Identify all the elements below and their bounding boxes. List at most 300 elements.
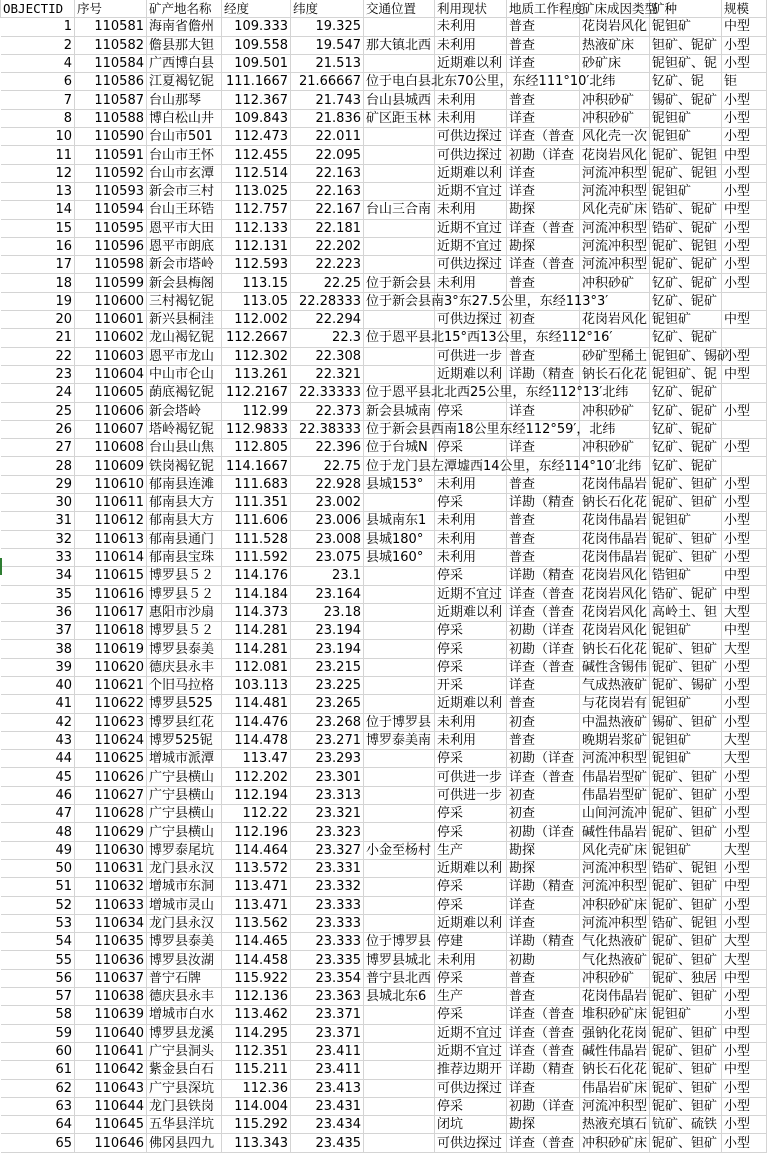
table-cell[interactable]: 112.351 [222,1042,291,1060]
table-cell[interactable]: 近期不宜过 [435,219,507,237]
table-cell[interactable]: 冲积砂矿 [580,402,650,420]
table-cell[interactable]: 35 [1,585,75,603]
table-cell[interactable]: 新会市塔岭 [147,256,222,274]
table-cell[interactable]: 110584 [75,54,147,72]
table-cell[interactable]: 38 [1,640,75,658]
table-cell[interactable]: 位于博罗县 [364,933,435,951]
table-cell[interactable]: 112.22 [222,805,291,823]
table-cell[interactable]: 详查 [507,402,580,420]
table-cell[interactable]: 中型 [722,969,767,987]
table-cell[interactable]: 初查 [507,713,580,731]
table-cell[interactable]: 闭坑 [435,1116,507,1134]
table-cell[interactable]: 111.606 [222,512,291,530]
table-cell[interactable]: 博罗县525 [147,695,222,713]
table-cell[interactable]: 普查 [507,36,580,54]
table-cell[interactable]: 113.562 [222,914,291,932]
table-cell[interactable]: 112.367 [222,91,291,109]
table-cell[interactable]: 近期难以利 [435,603,507,621]
table-cell[interactable]: 23.332 [291,878,364,896]
table-cell[interactable]: 详查（普查 [507,768,580,786]
table-cell[interactable]: 小型 [722,805,767,823]
table-cell[interactable] [364,914,435,932]
column-header[interactable]: 经度 [222,0,291,18]
table-cell[interactable]: 初勘（详查 [507,146,580,164]
table-cell[interactable]: 23.194 [291,640,364,658]
table-cell[interactable]: 个旧马拉格 [147,676,222,694]
table-cell[interactable]: 河流冲积型 [580,859,650,877]
table-cell[interactable]: 普查 [507,530,580,548]
table-cell[interactable]: 近期不宜过 [435,585,507,603]
table-cell[interactable]: 初勘（详查 [507,750,580,768]
table-cell[interactable]: 铌矿、钽矿 [650,1024,722,1042]
table-cell[interactable]: 16 [1,237,75,255]
table-cell[interactable]: 小型 [722,676,767,694]
table-cell[interactable]: 22.33333 [291,384,364,402]
table-cell[interactable]: 小型 [722,237,767,255]
table-cell[interactable]: 110592 [75,164,147,182]
table-cell[interactable]: 广宁县洞头 [147,1042,222,1060]
table-cell[interactable]: 郁南县通门 [147,530,222,548]
table-cell[interactable]: 112.757 [222,201,291,219]
table-cell[interactable]: 铌矿、钽矿 [650,988,722,1006]
table-cell[interactable]: 110610 [75,475,147,493]
table-cell[interactable]: 县城180° [364,530,435,548]
table-cell[interactable]: 位于恩平县北北西25公里，东经112°13′北纬 [364,384,435,402]
column-header[interactable]: 矿床成因类型 [580,0,650,18]
table-cell[interactable]: 台山王环锆 [147,201,222,219]
table-cell[interactable]: 未利用 [435,731,507,749]
table-cell[interactable]: 小型 [722,128,767,146]
table-cell[interactable]: 34 [1,567,75,585]
table-cell[interactable] [722,457,767,475]
table-cell[interactable]: 21.66667 [291,73,364,91]
table-cell[interactable] [364,896,435,914]
table-cell[interactable] [364,622,435,640]
table-cell[interactable]: 河流冲积型 [580,914,650,932]
table-cell[interactable]: 小型 [722,914,767,932]
table-cell[interactable]: 钇矿、铌矿 [650,457,722,475]
table-cell[interactable]: 小型 [722,1042,767,1060]
table-cell[interactable] [364,128,435,146]
table-cell[interactable]: 博罗县泰美 [147,640,222,658]
table-cell[interactable]: 110620 [75,658,147,676]
table-cell[interactable]: 110604 [75,365,147,383]
table-cell[interactable]: 小型 [722,1097,767,1115]
table-cell[interactable]: 110613 [75,530,147,548]
table-cell[interactable]: 勘探 [507,841,580,859]
table-cell[interactable]: 23.215 [291,658,364,676]
table-cell[interactable]: 博罗县城北 [364,951,435,969]
table-cell[interactable]: 热液矿床 [580,36,650,54]
table-cell[interactable]: 小型 [722,548,767,566]
table-cell[interactable]: 110588 [75,109,147,127]
table-cell[interactable]: 高岭土、钽 [650,603,722,621]
table-cell[interactable]: 可供边探过 [435,256,507,274]
table-cell[interactable]: 13 [1,182,75,200]
table-cell[interactable]: 23.164 [291,585,364,603]
table-cell[interactable]: 中型 [722,201,767,219]
table-cell[interactable]: 23.371 [291,1024,364,1042]
table-cell[interactable]: 河流冲积型 [580,256,650,274]
table-cell[interactable]: 110635 [75,933,147,951]
table-cell[interactable]: 小型 [722,988,767,1006]
table-cell[interactable]: 铌钽矿 [650,731,722,749]
table-cell[interactable]: 小型 [722,36,767,54]
table-cell[interactable]: 113.343 [222,1134,291,1152]
table-cell[interactable]: 110582 [75,36,147,54]
table-cell[interactable]: 112.2167 [222,384,291,402]
table-cell[interactable]: 可供进一步 [435,347,507,365]
table-cell[interactable]: 初查 [507,311,580,329]
table-cell[interactable]: 台山市501 [147,128,222,146]
table-cell[interactable]: 113.05 [222,292,291,310]
table-cell[interactable]: 50 [1,859,75,877]
table-cell[interactable]: 铌钽矿、铌 [650,54,722,72]
table-cell[interactable]: 小金至杨村 [364,841,435,859]
table-cell[interactable]: 矿区距玉林 [364,109,435,127]
table-cell[interactable]: 停采 [435,1097,507,1115]
table-cell[interactable]: 普宁石牌 [147,969,222,987]
table-cell[interactable]: 普宁县北西 [364,969,435,987]
table-cell[interactable]: 大型 [722,841,767,859]
table-cell[interactable]: 110595 [75,219,147,237]
table-cell[interactable]: 台山市王怀 [147,146,222,164]
table-cell[interactable]: 花岗伟晶岩 [580,988,650,1006]
table-cell[interactable]: 114.465 [222,933,291,951]
table-cell[interactable]: 110639 [75,1006,147,1024]
table-cell[interactable]: 31 [1,512,75,530]
table-cell[interactable]: 32 [1,530,75,548]
table-cell[interactable]: 增城市派潭 [147,750,222,768]
table-cell[interactable]: 砂矿床 [580,54,650,72]
table-cell[interactable]: 22.167 [291,201,364,219]
table-cell[interactable]: 小型 [722,1116,767,1134]
table-cell[interactable]: 普查 [507,548,580,566]
table-cell[interactable]: 112.9833 [222,420,291,438]
table-cell[interactable]: 7 [1,91,75,109]
table-cell[interactable]: 伟晶岩型矿 [580,768,650,786]
table-cell[interactable]: 勘探 [507,1116,580,1134]
table-cell[interactable]: 山间河流冲 [580,805,650,823]
table-cell[interactable]: 23.333 [291,914,364,932]
table-cell[interactable]: 广宁县横山 [147,823,222,841]
table-cell[interactable]: 普查 [507,475,580,493]
table-cell[interactable]: 22.294 [291,311,364,329]
table-cell[interactable]: 位于新会县西南18公里东经112°59′，北纬 [364,420,435,438]
table-cell[interactable]: 河流冲积型 [580,1097,650,1115]
table-cell[interactable]: 中温热液矿 [580,713,650,731]
table-cell[interactable]: 海南省儋州 [147,18,222,36]
table-cell[interactable]: 17 [1,256,75,274]
table-cell[interactable]: 22.163 [291,182,364,200]
table-cell[interactable]: 钜 [722,73,767,91]
table-cell[interactable]: 详查 [507,54,580,72]
table-cell[interactable]: 铌矿、钽矿 [650,1097,722,1115]
table-cell[interactable]: 花岗岩风化 [580,603,650,621]
table-cell[interactable]: 54 [1,933,75,951]
table-cell[interactable]: 惠阳市沙扇 [147,603,222,621]
table-cell[interactable]: 33 [1,548,75,566]
table-cell[interactable]: 位于新会县 [364,274,435,292]
table-cell[interactable]: 114.176 [222,567,291,585]
table-cell[interactable] [364,256,435,274]
table-cell[interactable]: 109.558 [222,36,291,54]
table-cell[interactable]: 46 [1,786,75,804]
table-cell[interactable]: 110644 [75,1097,147,1115]
table-cell[interactable]: 112.455 [222,146,291,164]
table-cell[interactable] [364,182,435,200]
table-cell[interactable]: 未利用 [435,18,507,36]
table-cell[interactable]: 小型 [722,512,767,530]
table-cell[interactable]: 河流冲积型 [580,219,650,237]
table-cell[interactable] [722,329,767,347]
table-cell[interactable]: 小型 [722,695,767,713]
table-cell[interactable]: 110646 [75,1134,147,1152]
table-cell[interactable]: 初勘（详查 [507,622,580,640]
table-cell[interactable]: 小型 [722,439,767,457]
table-cell[interactable]: 广宁县深坑 [147,1079,222,1097]
table-cell[interactable]: 未利用 [435,475,507,493]
table-cell[interactable]: 详勘（精查 [507,878,580,896]
table-cell[interactable]: 45 [1,768,75,786]
table-cell[interactable]: 52 [1,896,75,914]
table-cell[interactable]: 110642 [75,1061,147,1079]
table-cell[interactable]: 小型 [722,347,767,365]
table-cell[interactable]: 花岗伟晶岩 [580,475,650,493]
table-cell[interactable]: 60 [1,1042,75,1060]
table-cell[interactable]: 21.743 [291,91,364,109]
table-cell[interactable]: 110622 [75,695,147,713]
table-cell[interactable]: 44 [1,750,75,768]
table-cell[interactable]: 铌矿、钽矿 [650,1061,722,1079]
table-cell[interactable]: 近期难以利 [435,365,507,383]
table-cell[interactable]: 铌矿、钽矿 [650,1079,722,1097]
column-header[interactable]: 矿种 [650,0,722,18]
table-cell[interactable]: 停采 [435,622,507,640]
table-cell[interactable]: 近期难以利 [435,164,507,182]
table-cell[interactable]: 塔岭褐钇铌 [147,420,222,438]
table-cell[interactable]: 大型 [722,951,767,969]
table-cell[interactable]: 铌矿、铌钽 [650,146,722,164]
table-cell[interactable]: 花岗伟晶岩 [580,548,650,566]
table-cell[interactable]: 新会县梅阁 [147,274,222,292]
table-cell[interactable]: 63 [1,1097,75,1115]
table-cell[interactable]: 22.308 [291,347,364,365]
table-cell[interactable]: 伟晶岩型矿 [580,786,650,804]
table-cell[interactable]: 23.194 [291,622,364,640]
table-cell[interactable]: 110624 [75,731,147,749]
table-cell[interactable]: 112.99 [222,402,291,420]
table-cell[interactable]: 停采 [435,896,507,914]
table-cell[interactable]: 41 [1,695,75,713]
table-cell[interactable]: 伟晶岩矿床 [580,1079,650,1097]
table-cell[interactable]: 钇矿、铌 [650,73,722,91]
table-cell[interactable]: 铌矿、钽矿 [650,768,722,786]
table-cell[interactable]: 钽矿、铌矿 [650,36,722,54]
table-cell[interactable]: 110631 [75,859,147,877]
table-cell[interactable]: 22.396 [291,439,364,457]
table-cell[interactable]: 博罗县龙溪 [147,1024,222,1042]
table-cell[interactable]: 初查 [507,786,580,804]
table-cell[interactable] [364,823,435,841]
table-cell[interactable]: 19.325 [291,18,364,36]
table-cell[interactable]: 112.131 [222,237,291,255]
table-cell[interactable]: 115.922 [222,969,291,987]
table-cell[interactable]: 详勘（精查 [507,1061,580,1079]
table-cell[interactable]: 钇矿、铌矿 [650,439,722,457]
table-cell[interactable]: 详查 [507,676,580,694]
table-cell[interactable]: 110591 [75,146,147,164]
table-cell[interactable]: 郁南县宝珠 [147,548,222,566]
table-cell[interactable]: 停建 [435,933,507,951]
table-cell[interactable]: 停采 [435,567,507,585]
table-cell[interactable]: 40 [1,676,75,694]
table-cell[interactable]: 与花岗岩有 [580,695,650,713]
table-cell[interactable]: 22.28333 [291,292,364,310]
table-cell[interactable] [364,1006,435,1024]
table-cell[interactable]: 龙山褐钇铌 [147,329,222,347]
table-cell[interactable]: 小型 [722,219,767,237]
table-cell[interactable]: 增城市白水 [147,1006,222,1024]
table-cell[interactable] [364,1079,435,1097]
table-cell[interactable]: 114.464 [222,841,291,859]
table-cell[interactable]: 郁南县连滩 [147,475,222,493]
table-cell[interactable]: 冲积砂矿 [580,91,650,109]
table-cell[interactable]: 停采 [435,640,507,658]
table-cell[interactable]: 小型 [722,109,767,127]
table-cell[interactable]: 18 [1,274,75,292]
table-cell[interactable]: 花岗岩风化 [580,567,650,585]
table-cell[interactable]: 小型 [722,768,767,786]
table-cell[interactable]: 中型 [722,622,767,640]
table-cell[interactable]: 110601 [75,311,147,329]
table-cell[interactable]: 花岗岩风化 [580,311,650,329]
table-cell[interactable]: 铌钽矿 [650,109,722,127]
table-cell[interactable]: 110587 [75,91,147,109]
table-cell[interactable]: 普查 [507,969,580,987]
table-cell[interactable]: 23.18 [291,603,364,621]
table-cell[interactable] [364,365,435,383]
table-cell[interactable]: 铌矿、铌钽 [650,237,722,255]
table-cell[interactable]: 铌矿、钽矿 [650,951,722,969]
table-cell[interactable]: 儋县那大钽 [147,36,222,54]
table-cell[interactable]: 停采 [435,878,507,896]
table-cell[interactable]: 小型 [722,54,767,72]
table-cell[interactable]: 23.1 [291,567,364,585]
table-cell[interactable]: 恩平市朗底 [147,237,222,255]
table-cell[interactable]: 中型 [722,585,767,603]
table-cell[interactable]: 河流冲积型 [580,164,650,182]
column-header[interactable]: 利用现状 [435,0,507,18]
table-cell[interactable]: 台山县山焦 [147,439,222,457]
table-cell[interactable] [722,384,767,402]
table-cell[interactable]: 博罗525铌 [147,731,222,749]
table-cell[interactable]: 23.271 [291,731,364,749]
table-cell[interactable]: 22.202 [291,237,364,255]
table-cell[interactable] [364,237,435,255]
table-cell[interactable]: 110633 [75,896,147,914]
table-cell[interactable]: 110638 [75,988,147,1006]
table-cell[interactable]: 博罗县５２ [147,585,222,603]
table-cell[interactable]: 五华县洋坑 [147,1116,222,1134]
table-cell[interactable]: 未利用 [435,951,507,969]
table-cell[interactable]: 110632 [75,878,147,896]
table-cell[interactable]: 未利用 [435,512,507,530]
table-cell[interactable]: 停采 [435,969,507,987]
table-cell[interactable]: 铌矿、钽矿 [650,1134,722,1152]
table-cell[interactable]: 小型 [722,1079,767,1097]
table-cell[interactable]: 112.136 [222,988,291,1006]
table-cell[interactable]: 铌矿、独居 [650,969,722,987]
table-cell[interactable]: 23.327 [291,841,364,859]
table-cell[interactable]: 冲积砂矿 [580,274,650,292]
table-cell[interactable]: 铌钽矿 [650,695,722,713]
table-cell[interactable]: 114.458 [222,951,291,969]
table-cell[interactable]: 114.373 [222,603,291,621]
table-cell[interactable]: 冲积砂矿床 [580,896,650,914]
table-cell[interactable]: 110637 [75,969,147,987]
table-cell[interactable]: 110612 [75,512,147,530]
table-cell[interactable]: 可供边探过 [435,1079,507,1097]
table-cell[interactable]: 详查 [507,164,580,182]
table-cell[interactable]: 初勘（详查 [507,640,580,658]
table-cell[interactable]: 未利用 [435,530,507,548]
table-cell[interactable]: 广宁县横山 [147,805,222,823]
table-cell[interactable]: 23.002 [291,494,364,512]
table-cell[interactable]: 近期不宜过 [435,1042,507,1060]
table-cell[interactable]: 详勘（精查 [507,494,580,512]
table-cell[interactable]: 花岗岩风化 [580,18,650,36]
table-cell[interactable]: 位于恩平县北15°西13公里，东经112°16′ [364,329,435,347]
table-cell[interactable]: 112.194 [222,786,291,804]
table-cell[interactable]: 增城市东洞 [147,878,222,896]
table-cell[interactable] [364,219,435,237]
table-cell[interactable]: 23.363 [291,988,364,1006]
table-cell[interactable]: 中型 [722,567,767,585]
table-cell[interactable]: 47 [1,805,75,823]
table-cell[interactable]: 铌矿、钽矿 [650,878,722,896]
table-cell[interactable]: 普查 [507,347,580,365]
table-cell[interactable]: 位于台城N [364,439,435,457]
table-cell[interactable] [364,18,435,36]
table-cell[interactable]: 26 [1,420,75,438]
table-cell[interactable]: 近期难以利 [435,859,507,877]
table-cell[interactable]: 小型 [722,475,767,493]
table-cell[interactable]: 铌矿、钽矿 [650,896,722,914]
table-cell[interactable]: 蓢底褐钇铌 [147,384,222,402]
table-cell[interactable]: 铌钽矿 [650,128,722,146]
table-cell[interactable]: 114.1667 [222,457,291,475]
table-cell[interactable] [364,805,435,823]
table-cell[interactable]: 23.265 [291,695,364,713]
table-cell[interactable]: 大型 [722,933,767,951]
table-cell[interactable]: 64 [1,1116,75,1134]
table-cell[interactable]: 中型 [722,365,767,383]
table-cell[interactable]: 详查 [507,182,580,200]
table-cell[interactable]: 钇矿、铌矿 [650,384,722,402]
table-cell[interactable]: 小型 [722,859,767,877]
table-cell[interactable]: 近期难以利 [435,914,507,932]
table-cell[interactable]: 江夏褐钇铌 [147,73,222,91]
table-cell[interactable]: 23.335 [291,951,364,969]
table-cell[interactable] [364,347,435,365]
table-cell[interactable]: 铌矿、钽矿 [650,786,722,804]
table-cell[interactable]: 勘探 [507,201,580,219]
table-cell[interactable]: 4 [1,54,75,72]
table-cell[interactable]: 县城北东6 [364,988,435,1006]
table-cell[interactable]: 冲积砂矿床 [580,1134,650,1152]
table-cell[interactable] [364,750,435,768]
